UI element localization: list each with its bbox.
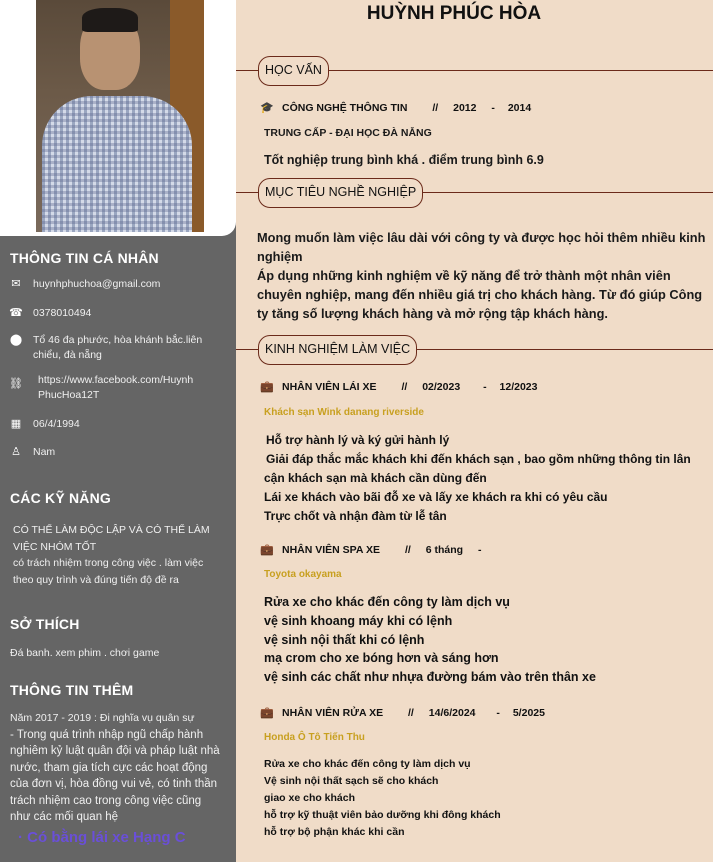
objective-text: Mong muốn làm việc lâu dài với công ty và được học hỏi thêm nhiều kinh nghiệm Áp dụng những kinh nghiệm về kỹ năng để trở thành một nhân viên chuyên nghiệp, mang đến nhiều giá trị cho khách hàng. Từ đó giúp Công ty tăng số lượng khách hàng và mở rộng tập khách hàng. (257, 230, 706, 321)
sidebar (0, 0, 236, 862)
profile-photo (36, 0, 204, 232)
briefcase-icon: 💼 (260, 381, 274, 393)
school-name: TRUNG CẤP - ĐẠI HỌC ĐÀ NẴNG (264, 127, 432, 139)
phone-icon: ☎ (9, 307, 23, 319)
objective-heading: MỤC TIÊU NGHỀ NGHIỆP (258, 178, 423, 208)
job-duties: Hỗ trợ hành lý và ký gửi hành lý Giải đáp thắc mắc khách khi đến khách sạn , bao gồm những thông tin lân cận khách sạn mà khách cần dùng đến Lái xe khách vào bãi đỗ xe và lấy xe khách ra khi có yêu cầu Trực chốt và nhận đàm từ lễ tân (264, 433, 691, 523)
extra-info-heading: THÔNG TIN THÊM (10, 682, 134, 698)
experience-heading: KINH NGHIỆM LÀM VIỆC (258, 335, 417, 365)
profile-photo-frame (0, 0, 236, 236)
job-row: 💼 NHÂN VIÊN LÁI XE // 02/2023 - 12/2023 (260, 381, 538, 393)
calendar-icon: ▦ (10, 418, 22, 430)
job-row: 💼 NHÂN VIÊN RỬA XE // 14/6/2024 - 5/2025 (260, 707, 545, 719)
job-duties: Rửa xe cho khác đến công ty làm dịch vụ vệ sinh khoang máy khi có lệnh vệ sinh nội thất khi có lệnh mạ crom cho xe bóng hơn và sáng hơn vệ sinh các chất như nhựa đường bám vào trên thân xe (264, 595, 596, 685)
company-name: Khách sạn Wink danang riverside (264, 407, 424, 418)
job-row: 💼 NHÂN VIÊN SPA XE // 6 tháng - (260, 544, 482, 556)
education-row: 🎓 CÔNG NGHỆ THÔNG TIN // 2012 - 2014 (260, 102, 532, 114)
link-icon: ⛓ (9, 378, 23, 390)
email-text[interactable]: huynhphuchoa@gmail.com (33, 278, 161, 290)
phone-text[interactable]: 0378010494 (33, 307, 92, 319)
education-heading: HỌC VẤN (258, 56, 329, 86)
extra-info-text: Năm 2017 - 2019 : Đi nghĩa vụ quân sự - Trong quá trình nhập ngũ chấp hành nghiêm kỷ luật quân đội và pháp luật nhà nước, tham gia tích cực các hoạt động của đơn vị, hòa đồng vui vẻ, có tinh thần trách nhiệm cao trong công việc cũng như các mối quan hệ (10, 712, 220, 823)
facebook-link[interactable]: https://www.facebook.com/Huynh PhucHoa12T (38, 374, 194, 401)
person-icon: ♙ (11, 446, 21, 458)
job-duties: Rửa xe cho khác đến công ty làm dịch vụ Vệ sinh nội thất sạch sẽ cho khách giao xe cho khách hỗ trợ kỹ thuật viên bảo dưỡng khi đông khách hỗ trợ bộ phận khác khi cần (264, 758, 501, 838)
graduation-cap-icon: 🎓 (260, 102, 274, 114)
hobbies-heading: SỞ THÍCH (10, 616, 80, 632)
personal-info-heading: THÔNG TIN CÁ NHÂN (10, 250, 159, 266)
map-pin-icon: ⬤ (9, 334, 23, 346)
skills-heading: CÁC KỸ NĂNG (10, 490, 111, 506)
gender-text: Nam (33, 446, 56, 458)
main-content (236, 0, 713, 862)
company-name: Honda Ô Tô Tiến Thu (264, 732, 365, 743)
license-line: · Có bằng lái xe Hạng C (18, 829, 186, 846)
address-text: Tổ 46 đa phước, hòa khánh bắc.liên chiểu, đà nẵng (33, 334, 203, 361)
birthday-text: 06/4/1994 (33, 418, 80, 430)
skills-text: CÓ THỂ LÀM ĐỘC LẬP VÀ CÓ THỂ LÀM VIỆC NHÓM TỐT có trách nhiệm trong công việc . làm việc theo quy trình và đúng tiến độ đề ra (13, 524, 210, 586)
hobbies-text: Đá banh. xem phim . chơi game (10, 647, 160, 659)
page-title: HUỲNH PHÚC HÒA (366, 3, 542, 24)
envelope-icon: ✉ (11, 278, 21, 290)
briefcase-icon: 💼 (260, 707, 274, 719)
education-result: Tốt nghiệp trung bình khá . điểm trung bình 6.9 (264, 153, 544, 167)
company-name: Toyota okayama (264, 569, 342, 580)
briefcase-icon: 💼 (260, 544, 274, 556)
